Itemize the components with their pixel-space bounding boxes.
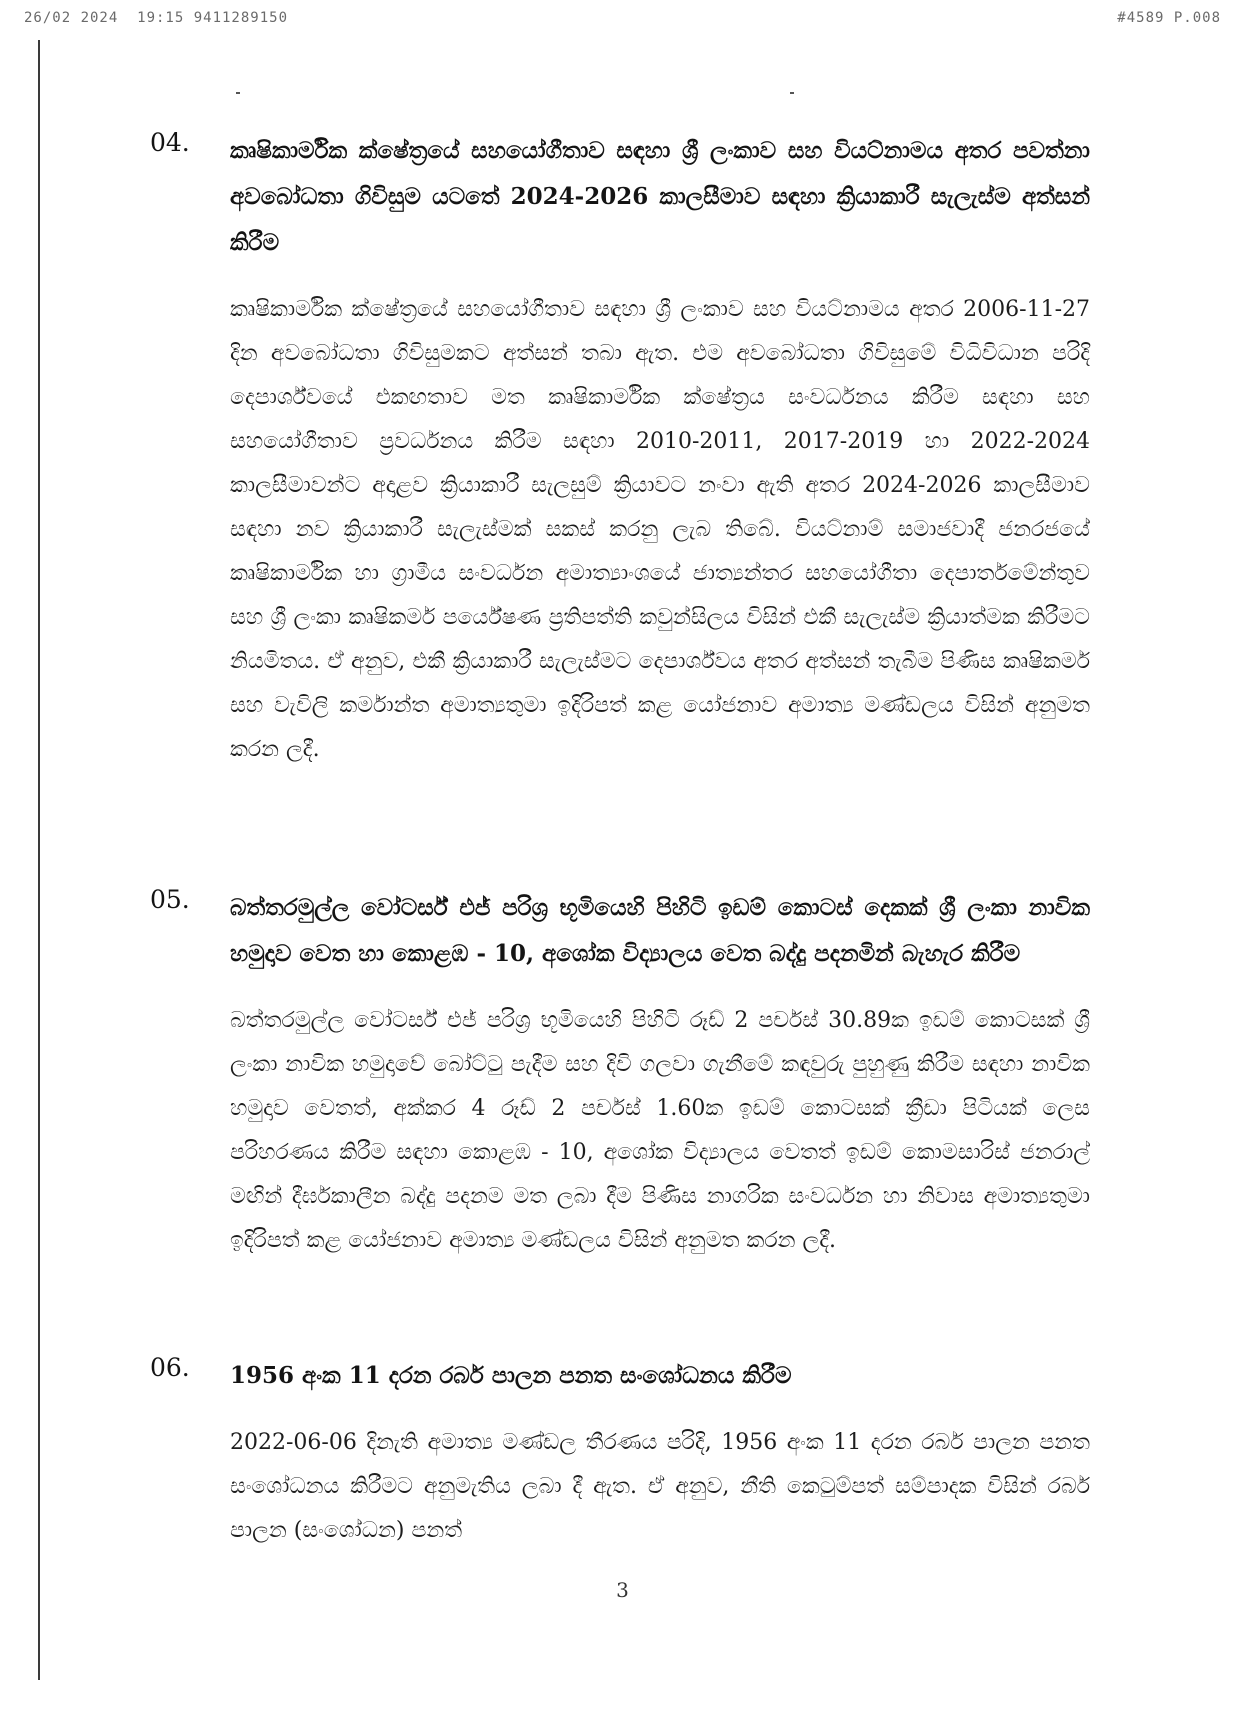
section-title: 1956 අංක 11 දරන රබර් පාලන පනත සංශෝධනය කිරීම [230,1362,792,1389]
section-number: 06. [150,1353,190,1382]
fax-header [24,10,1221,32]
page-number: 3 [616,1578,629,1602]
fax-header-timestamp: 26/02 2024 19:15 9411289150 [24,10,289,26]
section-body: බත්තරමුල්ල වෝටර්ස් එජ් පරිශ්‍ර භූමියෙහි පිහිටි රූඩ් 2 පර්චස් 30.89ක ඉඩම් කොටසක් ශ්‍රී ලංකා නාවික හමුදාවේ බෝට්ටු පැදීම සහ දිවි ගලවා ගැනීමේ කඳවුරු පුහුණු කිරීම සඳහා නාවික හමුදාව වෙතත්, අක්කර 4 රූඩ් 2 පර්චස් 1.60ක ඉඩම් කොටසක් ක්‍රීඩා පිටියක් ලෙස පරිහරණය කිරීම සඳහා කොළඹ - 10, අශෝක විද්‍යාලය වෙතත් ඉඩම් කොමසාරිස් ජනරාල් මඟින් දීර්ඝකාලීන බද්දු පදනම මත ලබා දීම පිණිස නාගරික සංවර්ධන හා නිවාස අමාත්‍යතුමා ඉදිරිපත් කළ යෝජනාව අමාත්‍ය මණ්ඩලය විසින් අනුමත කරන ලදී. [230,1008,1090,1253]
section-title: බත්තරමුල්ල වෝටර්ස් එජ් පරිශ්‍ර භූමියෙහි පිහිටි ඉඩම් කොටස් දෙකක් ශ්‍රී ලංකා නාවික හමුදාව වෙත හා කොළඹ - 10, අශෝක විද්‍යාලය වෙත බද්දු පදනමින් බැහැර කිරීම [230,894,1090,967]
section-body: 2022-06-06 දිනැති අමාත්‍ය මණ්ඩල තීරණය පරිදි, 1956 අංක 11 දරන රබර් පාලන පනත සංශෝධනය කිරීමට අනුමැතිය ලබා දී ඇත. ඒ අනුව, නීති කෙටුම්පත් සම්පාදක විසින් රබර් පාලන (සංශෝධන) පනත් [230,1430,1090,1543]
section-04 [150,128,1090,772]
section-06 [150,1353,1090,1553]
section-title: කෘෂිකාර්මික ක්ෂේත්‍රයේ සහයෝගීතාව සඳහා ශ්‍රී ලංකාව සහ වියට්නාමය අතර පවත්නා අවබෝධතා ගිවිසුම යටතේ 2024-2026 කාලසීමාව සඳහා ක්‍රියාකාරී සැලැස්ම අත්සන් කිරීම [230,137,1090,256]
scan-mark [790,92,794,94]
margin-line [38,40,40,1680]
section-number: 05. [150,885,190,914]
section-05 [150,885,1090,1263]
fax-header-page-ref: #4589 P.008 [1117,10,1221,26]
scan-mark [236,92,240,94]
section-number: 04. [150,128,190,157]
section-body: කෘෂිකාර්මික ක්ෂේත්‍රයේ සහයෝගීතාව සඳහා ශ්‍රී ලංකාව සහ වියට්නාමය අතර 2006-11-27 දින අවබෝධතා ගිවිසුමකට අත්සන් තබා ඇත. එම අවබෝධතා ගිවිසුමේ විධිවිධාන පරිදි දෙපාර්ශ්වයේ එකඟතාව මත කෘෂිකාර්මික ක්ෂේත්‍රය සංවර්ධනය කිරීම සඳහා සහ සහයෝගීතාව ප්‍රවර්ධනය කිරීම සඳහා 2010-2011, 2017-2019 හා 2022-2024 කාලසීමාවන්ට අදාළව ක්‍රියාකාරී සැලසුම් ක්‍රියාවට නංවා ඇති අතර 2024-2026 කාලසීමාව සඳහා නව ක්‍රියාකාරී සැලැස්මක් සකස් කරනු ලැබ තිබේ. වියට්නාම් සමාජවාදී ජනරජයේ කෘෂිකාර්මික හා ග්‍රාමීය සංවර්ධන අමාත්‍යාංශයේ ජාත්‍යන්තර සහයෝගීතා දෙපාර්තමේන්තුව සහ ශ්‍රී ලංකා කෘෂිකර්ම පර්යේෂණ ප්‍රතිපත්ති කවුන්සිලය විසින් එකී සැලැස්ම ක්‍රියාත්මක කිරීමට නියමිතය. ඒ අනුව, එකී ක්‍රියාකාරී සැලැස්මට දෙපාර්ශ්වය අතර අත්සන් තැබීම පිණිස කෘෂිකර්ම සහ වැවිලි කර්මාන්ත අමාත්‍යතුමා ඉදිරිපත් කළ යෝජනාව අමාත්‍ය මණ්ඩලය විසින් අනුමත කරන ලදී. [230,297,1090,762]
